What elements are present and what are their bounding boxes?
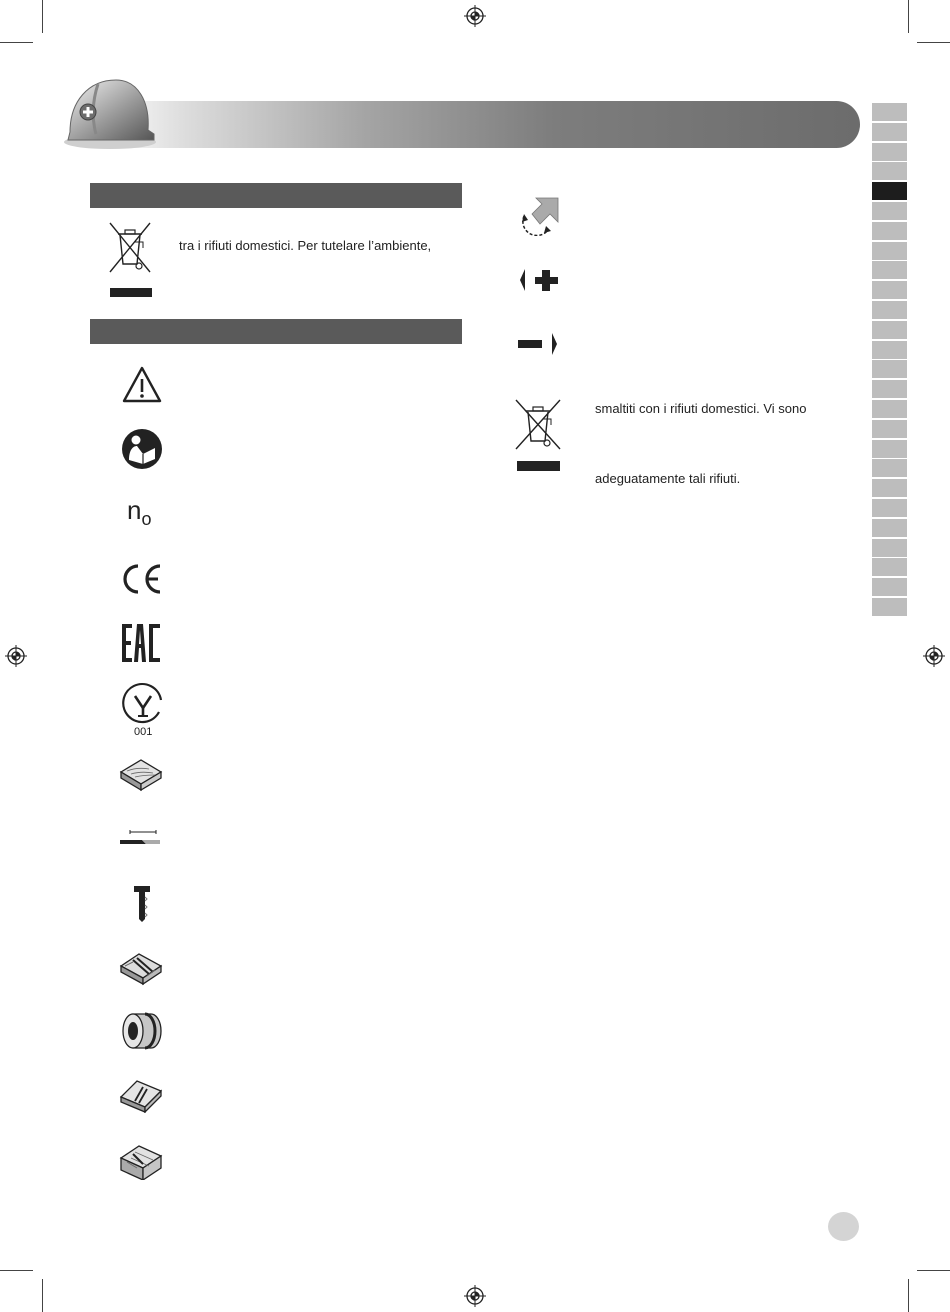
side-tab [872, 123, 907, 141]
page-number-badge [828, 1212, 859, 1241]
ce-mark-icon [120, 563, 164, 595]
section-bar-disposal [90, 183, 462, 208]
crop-mark-bottom-right-vertical [908, 1279, 909, 1312]
crossed-bin-icon [105, 220, 155, 298]
registration-mark-icon [923, 645, 945, 667]
eac-mark-icon [120, 622, 162, 664]
side-tab [872, 301, 907, 319]
safety-helmet-icon [58, 72, 158, 152]
no-load-speed-subscript: o [141, 509, 152, 529]
ceramic-material-icon [119, 1077, 163, 1113]
section-bar-symbols [90, 319, 462, 344]
side-tab [872, 519, 907, 537]
disposal-text: tra i rifiuti domestici. Per tutelare l’ambiente, [179, 238, 432, 253]
side-tab [872, 162, 907, 180]
side-tab [872, 479, 907, 497]
side-tab [872, 578, 907, 596]
side-tab [872, 202, 907, 220]
crossed-bin-icon [513, 397, 563, 475]
side-tab [872, 321, 907, 339]
side-tab [872, 341, 907, 359]
side-tab [872, 539, 907, 557]
side-tab [872, 143, 907, 161]
warning-triangle-icon [121, 365, 163, 405]
side-tab [872, 103, 907, 121]
weee-text-line-2: adeguatamente tali rifiuti. [595, 471, 741, 486]
side-tab [872, 380, 907, 398]
ukraine-conformity-mark-icon [121, 682, 165, 726]
weee-text-line-1: smaltiti con i rifiuti domestici. Vi sono [595, 401, 807, 416]
crop-mark-top-left-horizontal [0, 42, 33, 43]
crop-mark-bottom-right-horizontal [917, 1270, 950, 1271]
side-tab [872, 440, 907, 458]
wood-material-icon [119, 755, 163, 793]
registration-mark-icon [464, 1285, 486, 1307]
side-tab [872, 360, 907, 378]
side-tab-active [872, 182, 907, 200]
crop-mark-top-right-horizontal [917, 42, 950, 43]
registration-mark-icon [5, 645, 27, 667]
side-tab [872, 242, 907, 260]
registration-mark-icon [464, 5, 486, 27]
conformity-mark-number: 001 [134, 726, 153, 738]
side-tab [872, 558, 907, 576]
no-load-speed-icon [127, 495, 167, 531]
minus-arrow-icon [518, 331, 562, 357]
side-tab [872, 222, 907, 240]
side-tab [872, 400, 907, 418]
crop-mark-top-right-vertical [908, 0, 909, 33]
header-bar [95, 101, 860, 148]
no-load-speed-label: n [127, 495, 142, 525]
plastic-material-icon [119, 948, 163, 986]
side-tab [872, 598, 907, 616]
side-tab [872, 420, 907, 438]
crop-mark-bottom-left-horizontal [0, 1270, 33, 1271]
pipe-material-icon [119, 1010, 163, 1052]
crop-mark-top-left-vertical [42, 0, 43, 33]
side-tab [872, 281, 907, 299]
cutting-depth-icon [120, 828, 160, 846]
read-manual-icon [121, 428, 163, 470]
side-tab [872, 261, 907, 279]
metal-material-icon [132, 883, 152, 923]
stone-material-icon [119, 1140, 163, 1180]
crop-mark-bottom-left-vertical [42, 1279, 43, 1312]
side-tab [872, 499, 907, 517]
plus-arrow-icon [518, 267, 562, 293]
side-tab [872, 459, 907, 477]
rotation-direction-icon [518, 194, 562, 236]
